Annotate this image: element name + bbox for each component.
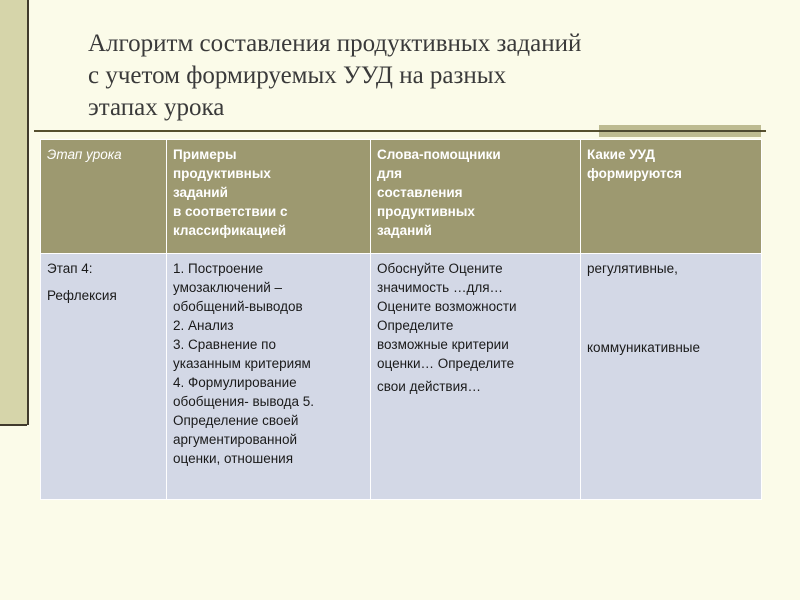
header-stage (41, 140, 167, 254)
helpers-line: Оцените возможности (377, 299, 517, 314)
title-line-2: с учетом формируемых УУД на разных (88, 62, 507, 89)
helpers-line: свои действия… (377, 379, 481, 394)
uud-table-container (40, 139, 761, 500)
uud-regulatory: регулятивные, (587, 261, 678, 276)
examples-line: аргументированной (173, 432, 298, 447)
examples-line: указанным критериям (173, 356, 311, 371)
helpers-line: оценки… Определите (377, 356, 515, 371)
header-examples-line: классификацией (173, 223, 287, 238)
header-examples-line: продуктивных (173, 166, 271, 181)
cell-helpers (371, 254, 581, 500)
table-row (41, 254, 762, 500)
left-decor-panel (0, 0, 27, 425)
uud-communicative: коммуникативные (587, 340, 701, 355)
helpers-line: значимость …для… (377, 280, 504, 295)
header-uud-line: формируются (587, 166, 682, 181)
examples-line: оценки, отношения (173, 451, 294, 466)
header-uud-line: Какие УУД (587, 147, 655, 162)
header-examples-line: заданий (173, 185, 228, 200)
header-stage-line: Этап урока (47, 147, 122, 162)
helpers-line: Обоснуйте Оцените (377, 261, 503, 276)
examples-line: умозаключений – (173, 280, 283, 295)
header-helpers-line: составления (377, 185, 463, 200)
header-helpers-line: для (377, 166, 403, 181)
examples-line: обобщений-выводов (173, 299, 303, 314)
examples-line: Определение своей (173, 413, 299, 428)
header-examples (167, 140, 371, 254)
header-examples-line: в соответствии с (173, 204, 288, 219)
header-helpers-line: Слова-помощники (377, 147, 501, 162)
stage-number: Этап 4: (47, 261, 93, 276)
examples-line: 4. Формулирование (173, 375, 297, 390)
header-examples-line: Примеры (173, 147, 237, 162)
examples-line: 3. Сравнение по (173, 337, 276, 352)
slide-title (88, 28, 728, 124)
title-rule-accent-line (599, 130, 761, 132)
header-uud (581, 140, 762, 254)
uud-table (40, 139, 762, 500)
stage-name: Рефлексия (47, 288, 117, 303)
left-decor-bottom-line (0, 424, 27, 426)
examples-line: обобщения- вывода 5. (173, 394, 314, 409)
table-header-row (41, 140, 762, 254)
header-helpers (371, 140, 581, 254)
title-line-1: Алгоритм составления продуктивных заданий (88, 30, 582, 57)
helpers-line: возможные критерии (377, 337, 509, 352)
cell-examples (167, 254, 371, 500)
examples-line: 1. Построение (173, 261, 264, 276)
title-line-3: этапах урока (88, 94, 225, 121)
header-helpers-line: продуктивных (377, 204, 475, 219)
cell-stage (41, 254, 167, 500)
examples-line: 2. Анализ (173, 318, 234, 333)
header-helpers-line: заданий (377, 223, 432, 238)
helpers-line: Определите (377, 318, 454, 333)
left-decor-line (27, 0, 29, 425)
cell-uud (581, 254, 762, 500)
